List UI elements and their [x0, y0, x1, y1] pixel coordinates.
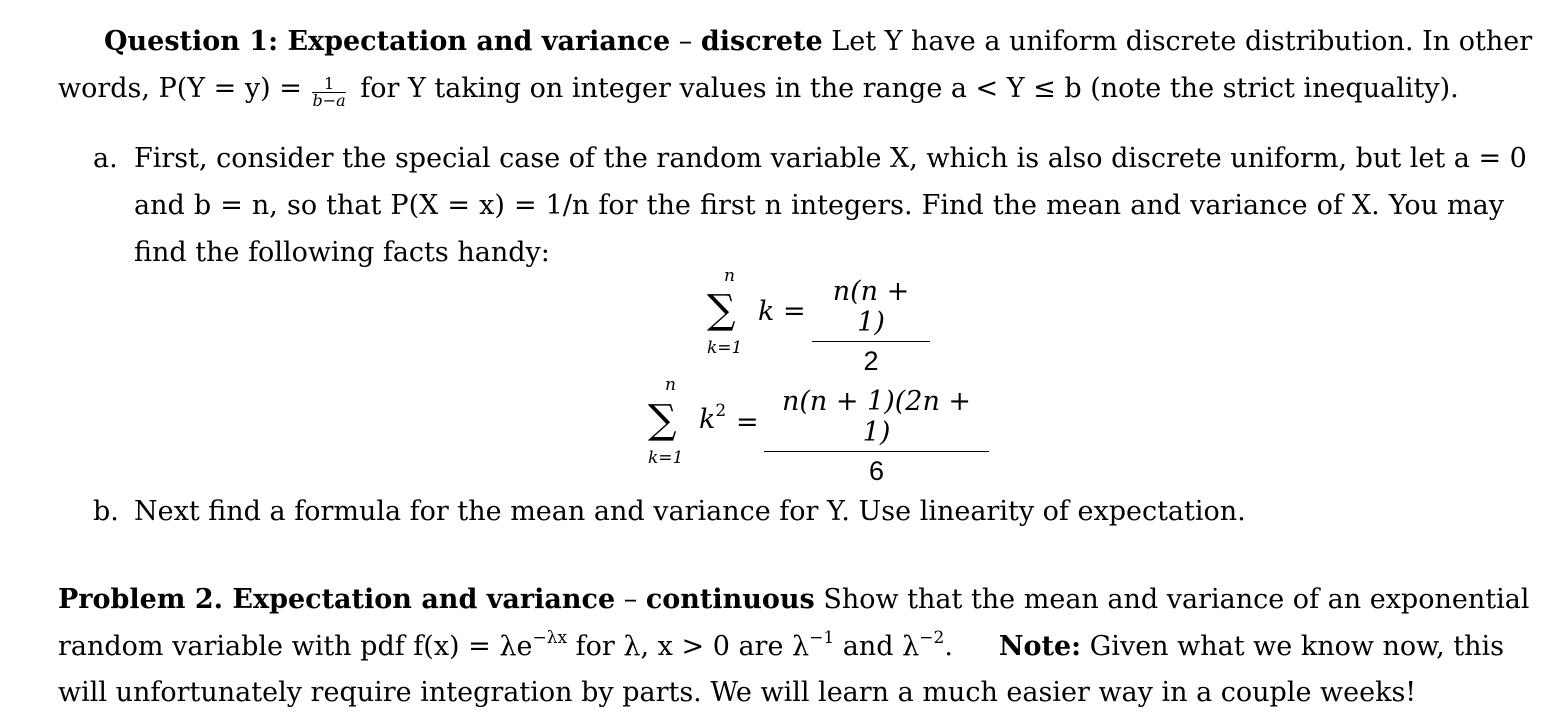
eq1-fraction	[812, 276, 930, 377]
p2-pdf-exp: −λx	[532, 628, 568, 648]
q1-dash: –	[678, 26, 693, 57]
eq1-upper: n	[724, 266, 735, 286]
q1-intro: Let Y have a uniform discrete distribution. In other	[831, 26, 1533, 57]
eq2-fraction	[764, 386, 989, 487]
eq2-sigma: ∑	[648, 397, 677, 443]
p2-heading: Problem 2. Expectation and variance	[58, 584, 616, 615]
p2-line3: will unfortunately require integration by parts. We will learn a much easier way in a couple weeks!	[58, 677, 1417, 708]
eq1-num: n(n + 1)	[812, 276, 930, 342]
q1-line2	[58, 72, 1458, 109]
p2-line2-left	[58, 630, 953, 664]
eq2-upper: n	[665, 375, 676, 395]
eq2-sup: 2	[715, 401, 727, 421]
p2-heading-continuous: continuous	[645, 584, 815, 615]
q1-heading-discrete: discrete	[700, 26, 823, 57]
q1-pmf-lhs: words, P(Y = y) =	[58, 73, 302, 104]
q1-pmf-num: 1	[312, 76, 345, 93]
eq2-equals: =	[736, 407, 759, 438]
p2-intro: Show that the mean and variance of an exponential	[823, 584, 1530, 615]
eq1-sigma: ∑	[707, 287, 736, 333]
p2-note-label: Note:	[998, 631, 1082, 662]
eq2-num: n(n + 1)(2n + 1)	[764, 386, 989, 452]
p2-mean-exp: −1	[809, 628, 835, 648]
eq2-lower: k=1	[648, 448, 684, 468]
p2-line1	[58, 583, 1530, 617]
q1-line1	[104, 25, 1533, 59]
p2-period: .	[944, 631, 953, 662]
part-a-line2: and b = n, so that P(X = x) = 1/n for the first n integers. Find the mean and variance of X. You may	[134, 190, 1504, 221]
eq1-den: 2	[863, 346, 879, 376]
part-a-label: a.	[93, 143, 118, 174]
q1-heading: Question 1: Expectation and variance	[104, 26, 671, 57]
eq2-k: k	[699, 404, 716, 435]
part-b-text: Next find a formula for the mean and variance for Y. Use linearity of expectation.	[134, 496, 1246, 527]
p2-condition: for λ, x > 0 are λ	[575, 631, 810, 662]
eq1-lower: k=1	[707, 338, 743, 358]
eq2-den: 6	[868, 456, 885, 486]
part-b-label: b.	[93, 496, 119, 527]
p2-dash: –	[623, 584, 638, 615]
p2-pdf: random variable with pdf f(x) = λe	[58, 631, 533, 662]
p2-line2-right	[999, 630, 1504, 664]
q1-pmf-fraction	[312, 76, 345, 109]
p2-note-text: Given what we know now, this	[1089, 631, 1504, 662]
part-a-line1: First, consider the special case of the random variable X, which is also discrete uniform, but let a = 0	[134, 143, 1527, 174]
p2-and: and λ	[842, 631, 920, 662]
eq1-term: k =	[758, 296, 806, 327]
p2-var-exp: −2	[919, 628, 945, 648]
q1-pmf-rhs: for Y taking on integer values in the range a < Y ≤ b (note the strict inequality).	[360, 73, 1459, 104]
p2-line2	[58, 630, 1504, 664]
q1-pmf-den: b−a	[312, 91, 346, 110]
eq2-term	[699, 401, 727, 435]
part-a-line3: find the following facts handy:	[134, 237, 550, 268]
